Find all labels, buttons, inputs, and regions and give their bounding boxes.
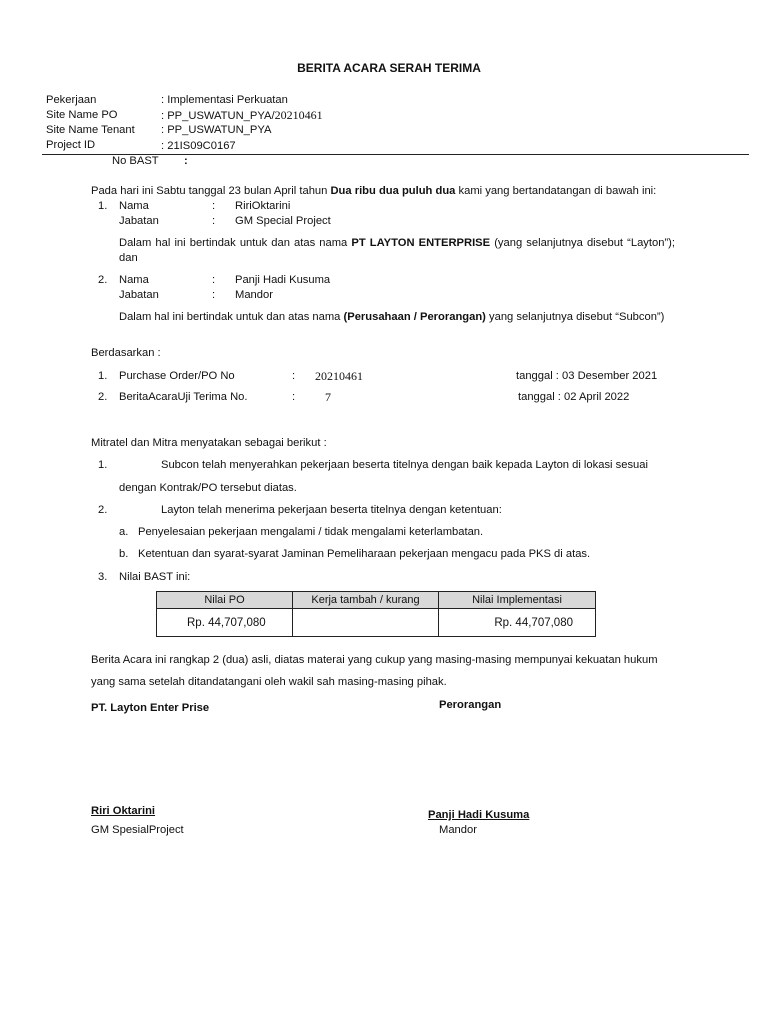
party-1-desc-pre: Dalam hal ini bertindak untuk dan atas nama <box>119 237 352 249</box>
party-2-nama-label: Nama <box>119 274 149 286</box>
party-1-nama-colon: : <box>212 200 216 212</box>
party-1-jabatan-value: GM Special Project <box>235 215 331 227</box>
header-value-project-id: : 21IS09C0167 <box>161 140 236 152</box>
header-value-site-name-tenant: : PP_USWATUN_PYA <box>161 124 272 136</box>
party-2-jabatan-value: Mandor <box>235 289 273 301</box>
signature-left-title: GM SpesialProject <box>91 824 184 836</box>
closing-line-2: yang sama setelah ditandatangani oleh wakil sah masing-masing pihak. <box>91 676 447 688</box>
reference-2-number: 2. <box>98 391 108 403</box>
no-bast-colon: : <box>184 155 188 167</box>
intro-paragraph <box>91 185 656 197</box>
table-header-nilai-implementasi: Nilai Implementasi <box>439 592 596 609</box>
party-2-nama-value: Panji Hadi Kusuma <box>235 274 331 286</box>
table-header-nilai-po: Nilai PO <box>157 592 293 609</box>
closing-line-1: Berita Acara ini rangkap 2 (dua) asli, diatas materai yang cukup yang masing-masing mempunyai kekuatan hukum <box>91 654 658 666</box>
reference-2-label: BeritaAcaraUji Terima No. <box>119 391 248 403</box>
statement-sub-a-letter: a. <box>119 526 129 538</box>
no-bast-label: No BAST <box>112 155 159 167</box>
table-header-row <box>157 592 596 609</box>
party-1-desc-post: (yang selanjutnya disebut “Layton”); dan <box>119 237 676 264</box>
party-1-jabatan-label: Jabatan <box>119 215 159 227</box>
statement-1-line-2: dengan Kontrak/PO tersebut diatas. <box>119 482 297 494</box>
party-1-description <box>119 236 675 266</box>
statement-1-number: 1. <box>98 459 108 471</box>
table-row <box>157 609 596 637</box>
reference-1-number: 1. <box>98 370 108 382</box>
header-value-site-name-po <box>161 108 323 123</box>
reference-2-colon: : <box>292 391 296 403</box>
party-1-jabatan-colon: : <box>212 215 216 227</box>
reference-1-label: Purchase Order/PO No <box>119 370 235 382</box>
berdasarkan-label: Berdasarkan : <box>91 347 161 359</box>
header-label-site-name-po: Site Name PO <box>46 109 118 121</box>
statement-sub-a-text: Penyelesaian pekerjaan mengalami / tidak mengalami keterlambatan. <box>138 526 484 538</box>
statement-2-number: 2. <box>98 504 108 516</box>
table-cell-nilai-implementasi: Rp. 44,707,080 <box>439 609 596 637</box>
header-label-pekerjaan: Pekerjaan <box>46 94 97 106</box>
statement-label: Mitratel dan Mitra menyatakan sebagai berikut : <box>91 437 327 449</box>
party-2-number: 2. <box>98 274 108 286</box>
reference-1-date: tanggal : 03 Desember 2021 <box>516 370 658 382</box>
table-header-kerja-tambah: Kerja tambah / kurang <box>293 592 439 609</box>
party-1-number: 1. <box>98 200 108 212</box>
party-1-nama-label: Nama <box>119 200 149 212</box>
signature-right-name: Panji Hadi Kusuma <box>428 809 530 821</box>
statement-1-line-1: Subcon telah menyerahkan pekerjaan beserta titelnya dengan baik kepada Layton di lokasi sesuai <box>161 459 648 471</box>
party-2-description <box>119 310 675 325</box>
reference-2-value: 7 <box>325 390 331 404</box>
party-2-jabatan-colon: : <box>212 289 216 301</box>
intro-pre: Pada hari ini Sabtu tanggal 23 bulan April tahun <box>91 185 331 197</box>
statement-3-text: Nilai BAST ini: <box>119 571 191 583</box>
site-name-po-text: : PP_USWATUN_PYA/ <box>161 110 275 122</box>
reference-2-date: tanggal : 02 April 2022 <box>518 391 630 403</box>
bast-value-table <box>156 591 596 637</box>
table-cell-kerja-tambah <box>293 609 439 637</box>
party-1-nama-value: RiriOktarini <box>235 200 291 212</box>
header-value-pekerjaan: : Implementasi Perkuatan <box>161 94 288 106</box>
party-2-desc-bold: (Perusahaan / Perorangan) <box>343 311 486 323</box>
reference-1-colon: : <box>292 370 296 382</box>
header-label-site-name-tenant: Site Name Tenant <box>46 124 135 136</box>
party-1-desc-bold: PT LAYTON ENTERPRISE <box>351 237 491 249</box>
statement-3-number: 3. <box>98 571 108 583</box>
statement-sub-b-text: Ketentuan dan syarat-syarat Jaminan Pemeliharaan pekerjaan mengacu pada PKS di atas. <box>138 548 591 560</box>
signature-left-name: Riri Oktarini <box>91 805 156 817</box>
site-name-po-number: 20210461 <box>274 108 323 122</box>
statement-2-text: Layton telah menerima pekerjaan beserta titelnya dengan ketentuan: <box>161 504 502 516</box>
party-2-desc-pre: Dalam hal ini bertindak untuk dan atas nama <box>119 311 344 323</box>
intro-bold: Dua ribu dua puluh dua <box>330 185 456 197</box>
table-cell-nilai-po: Rp. 44,707,080 <box>157 609 293 637</box>
signature-right-title: Mandor <box>439 824 477 836</box>
signature-left-organization: PT. Layton Enter Prise <box>91 702 210 714</box>
signature-right-organization: Perorangan <box>439 699 502 711</box>
party-2-nama-colon: : <box>212 274 216 286</box>
party-2-desc-post: yang selanjutnya disebut “Subcon”) <box>485 311 665 323</box>
reference-1-value: 20210461 <box>315 369 363 383</box>
statement-sub-b-letter: b. <box>119 548 129 560</box>
party-2-jabatan-label: Jabatan <box>119 289 159 301</box>
document-title: BERITA ACARA SERAH TERIMA <box>297 61 481 75</box>
intro-post: kami yang bertandatangan di bawah ini: <box>455 185 657 197</box>
header-label-project-id: Project ID <box>46 139 96 151</box>
